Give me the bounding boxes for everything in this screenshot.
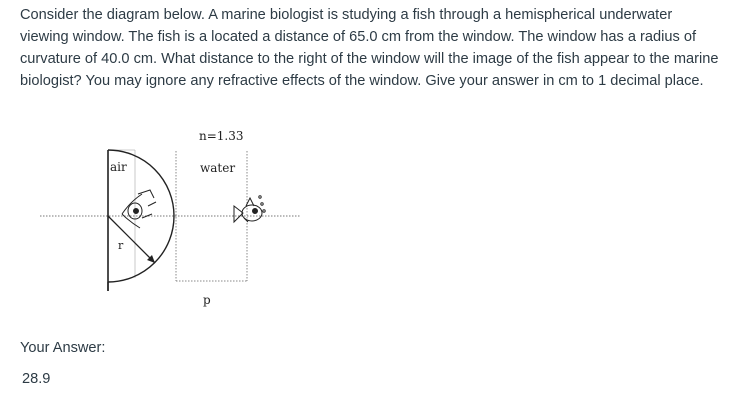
water-label: water — [200, 161, 236, 175]
answer-label: Your Answer: — [20, 340, 106, 356]
question-text: Consider the diagram below. A marine biologist is studying a fish through a hemispherical underwater viewing window. The fish is a located a distance of 65.0 cm from the window. The window has a radius of curvature of 40.0 cm. What distance to the right of the window will the image of the fish appear to the marine biologist? You may ignore any refractive effects of the window. Give your answer in cm to 1 decimal place. — [20, 7, 719, 89]
radius-line — [108, 216, 155, 263]
air-label: air — [110, 160, 127, 174]
biologist-eye-sketch — [122, 190, 156, 228]
answer-value: 28.9 — [22, 371, 51, 387]
fish-sketch — [234, 196, 265, 222]
window-diagram — [38, 118, 308, 318]
radius-label: r — [118, 239, 124, 252]
index-label: n=1.33 — [199, 129, 244, 143]
distance-label: p — [203, 293, 211, 307]
